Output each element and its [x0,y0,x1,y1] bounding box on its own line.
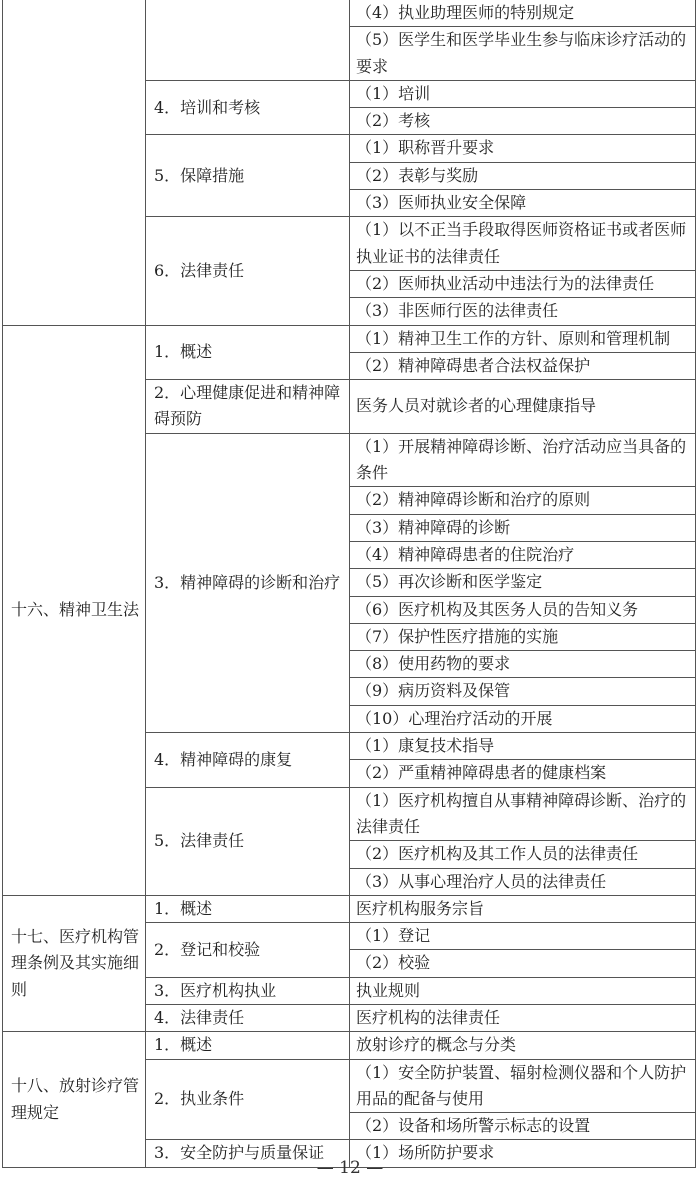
topic-item: 执业规则 [350,977,696,1004]
topic-item: （1）登记 [350,923,696,950]
topic-item: 医务人员对就诊者的心理健康指导 [350,380,696,434]
topic-item: （3）从事心理治疗人员的法律责任 [350,868,696,895]
topic-item: 医疗机构的法律责任 [350,1004,696,1031]
topic-label: 5．保障措施 [146,135,350,217]
topic-item: （4）执业助理医师的特别规定 [350,0,696,27]
topic-item: （1）以不正当手段取得医师资格证书或者医师执业证书的法律责任 [350,217,696,271]
topic-item: （7）保护性医疗措施的实施 [350,623,696,650]
topic-item: （1）康复技术指导 [350,733,696,760]
syllabus-table [2,0,696,1168]
topic-item: 放射诊疗的概念与分类 [350,1032,696,1059]
topic-label: 2．执业条件 [146,1059,350,1140]
section-title: 十八、放射诊疗管理规定 [3,1032,146,1167]
topic-item: （2）医师执业活动中违法行为的法律责任 [350,270,696,297]
topic-item: （1）医疗机构擅自从事精神障碍诊断、治疗的法律责任 [350,787,696,841]
topic-item: （2）校验 [350,950,696,977]
topic-item: （2）严重精神障碍患者的健康档案 [350,760,696,787]
topic-item: （1）场所防护要求 [350,1140,696,1167]
topic-label: 4．法律责任 [146,1004,350,1031]
topic-label: 3．医疗机构执业 [146,977,350,1004]
table-row [3,1032,696,1059]
topic-item: （6）医疗机构及其医务人员的告知义务 [350,596,696,623]
topic-label: 1．概述 [146,1032,350,1059]
topic-label: 5．法律责任 [146,787,350,895]
section-title: 十六、精神卫生法 [3,325,146,895]
topic-label: 1．概述 [146,895,350,922]
topic-item: （1）职称晋升要求 [350,135,696,162]
topic-item: （2）表彰与奖励 [350,162,696,189]
table-row [3,895,696,922]
section-title: 十七、医疗机构管理条例及其实施细则 [3,895,146,1031]
topic-label: 2．登记和校验 [146,923,350,978]
topic-label: 3．精神障碍的诊断和治疗 [146,433,350,732]
topic-label: 6．法律责任 [146,217,350,325]
topic-item: （2）设备和场所警示标志的设置 [350,1113,696,1140]
topic-item: （3）精神障碍的诊断 [350,514,696,541]
topic-item: （2）医疗机构及其工作人员的法律责任 [350,841,696,868]
topic-item: （4）精神障碍患者的住院治疗 [350,541,696,568]
topic-item: （1）安全防护装置、辐射检测仪器和个人防护用品的配备与使用 [350,1059,696,1113]
topic-item: （5）再次诊断和医学鉴定 [350,569,696,596]
topic-item: （3）医师执业安全保障 [350,190,696,217]
topic-label: 3．安全防护与质量保证 [146,1140,350,1167]
topic-label: 1．概述 [146,325,350,380]
topic-item: （5）医学生和医学毕业生参与临床诊疗活动的要求 [350,27,696,81]
page-number: — 12 — [316,1158,384,1178]
topic-label: 4．培训和考核 [146,80,350,135]
topic-item: （9）病历资料及保管 [350,678,696,705]
topic-item: （10）心理治疗活动的开展 [350,705,696,732]
topic-item: （2）考核 [350,108,696,135]
section-title [3,0,146,325]
topic-label [146,0,350,80]
topic-item: （1）精神卫生工作的方针、原则和管理机制 [350,325,696,352]
topic-item: 医疗机构服务宗旨 [350,895,696,922]
table-row [3,0,696,27]
topic-item: （2）精神障碍患者合法权益保护 [350,352,696,379]
topic-label: 2．心理健康促进和精神障碍预防 [146,380,350,434]
topic-item: （8）使用药物的要求 [350,651,696,678]
table-row [3,325,696,352]
topic-item: （1）开展精神障碍诊断、治疗活动应当具备的条件 [350,433,696,487]
topic-label: 4．精神障碍的康复 [146,733,350,788]
topic-item: （3）非医师行医的法律责任 [350,298,696,325]
topic-item: （2）精神障碍诊断和治疗的原则 [350,487,696,514]
topic-item: （1）培训 [350,80,696,107]
